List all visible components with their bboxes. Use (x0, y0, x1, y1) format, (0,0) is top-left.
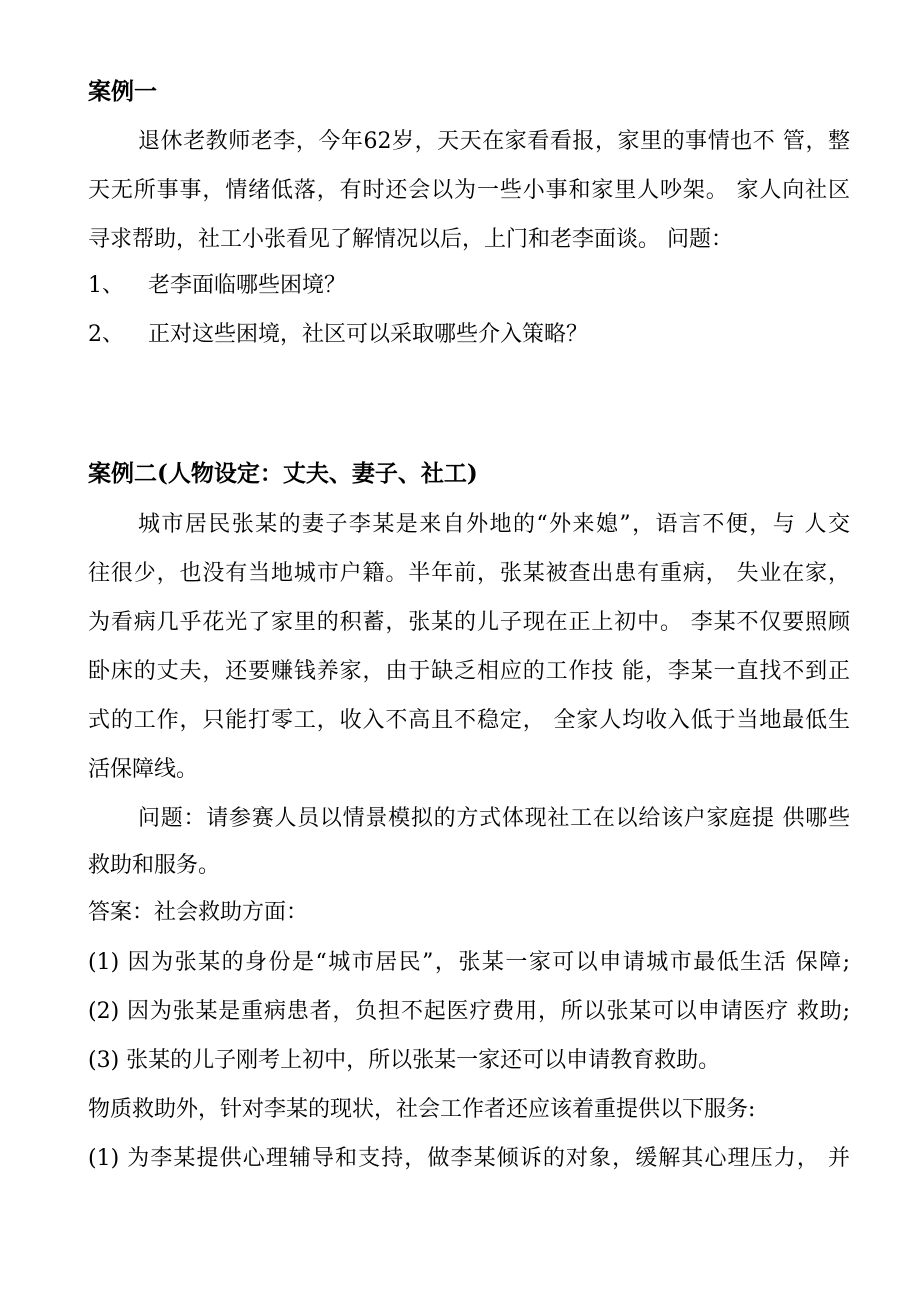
case2-title: 案例二(人物设定：丈夫、妻子、社工) (88, 460, 478, 487)
case2-para-line: 式的工作，只能打零工，收入不高且不稳定， 全家人均收入低于当地最低生 (88, 708, 850, 733)
case2-para-line: 活保障线。 (88, 757, 199, 782)
case1-para-line: 退休老教师老李，今年62岁，天天在家看看报，家里的事情也不 管，整 (138, 129, 850, 154)
case1-question-1 (88, 272, 850, 300)
case2-para-line: 城市居民张某的妻子李某是来自外地的“外来媳”，语言不便，与 人交 (138, 512, 850, 537)
case2-para-line: 往很少，也没有当地城市户籍。半年前，张某被查出患有重病， 失业在家， (88, 561, 850, 586)
case1-question-2 (88, 321, 850, 349)
question-text: 老李面临哪些困境？ (148, 273, 347, 298)
question-number: 2、 (88, 322, 124, 347)
answer-intro: 答案：社会救助方面： (88, 900, 309, 925)
case2-question-line: 救助和服务。 (88, 853, 221, 878)
answer-item: (1) 因为张某的身份是“城市居民”，张某一家可以申请城市最低生活 保障; (88, 950, 850, 975)
question-text: 正对这些困境，社区可以采取哪些介入策略？ (148, 322, 589, 347)
answer-item: (2) 因为张某是重病患者，负担不起医疗费用，所以张某可以申请医疗 救助; (88, 999, 850, 1024)
case1-title: 案例一 (88, 78, 157, 105)
case2-para-line: 卧床的丈夫，还要赚钱养家，由于缺乏相应的工作技 能，李某一直找不到正 (88, 659, 850, 684)
case1-para-line: 天无所事事，情绪低落，有时还会以为一些小事和家里人吵架。 家人向社区 (88, 178, 850, 203)
service-item: (1) 为李某提供心理辅导和支持，做李某倾诉的对象，缓解其心理压力， 并 (88, 1146, 850, 1171)
case1-para-line: 寻求帮助，社工小张看见了解情况以后，上门和老李面谈。 问题： (88, 227, 733, 252)
services-intro: 物质救助外，针对李某的现状，社会工作者还应该着重提供以下服务: (88, 1097, 756, 1122)
question-number: 1、 (88, 273, 124, 298)
answer-item: (3) 张某的儿子刚考上初中，所以张某一家还可以申请教育救助。 (88, 1048, 721, 1073)
case2-para-line: 为看病几乎花光了家里的积蓄，张某的儿子现在正上初中。 李某不仅要照顾 (88, 610, 850, 635)
case2-question-line: 问题：请参赛人员以情景模拟的方式体现社工在以给该户家庭提 供哪些 (138, 806, 850, 831)
